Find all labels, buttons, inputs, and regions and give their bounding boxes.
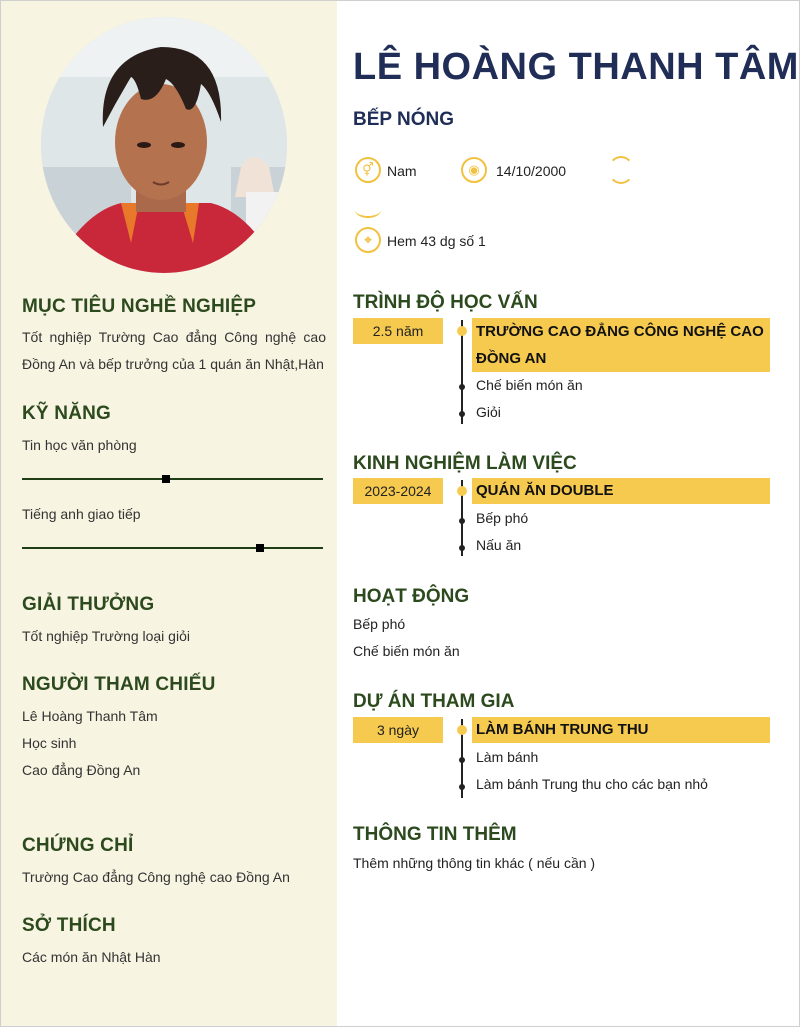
job-position: BẾP NÓNG	[353, 109, 455, 130]
sidebar	[1, 1, 337, 1026]
timeline-dot	[459, 384, 465, 390]
email-icon	[355, 202, 381, 218]
objective-text: Tốt nghiệp Trường Cao đẳng Công nghệ cao Đồng An và bếp trưởng của 1 quán ăn Nhật,Hàn	[22, 329, 326, 372]
objective-title: MỤC TIÊU NGHỀ NGHIỆP	[22, 296, 257, 317]
experience-item: Bếp phó	[476, 510, 529, 526]
education-item: Giỏi	[476, 404, 501, 420]
experience-item: Nấu ăn	[476, 537, 522, 553]
education-date-tag: 2.5 năm	[353, 318, 443, 344]
activity-item: Chế biến món ăn	[353, 643, 460, 659]
skill-name: Tin học văn phòng	[22, 437, 137, 453]
profile-photo	[41, 17, 287, 273]
main-content	[337, 0, 799, 1027]
skill-level-marker	[162, 475, 170, 483]
skill-name: Tiếng anh giao tiếp	[22, 506, 141, 522]
gender-text: Nam	[387, 163, 417, 179]
project-item: Làm bánh	[476, 749, 539, 765]
location-icon: ⌖	[355, 227, 381, 253]
address-text: Hem 43 dg số 1	[387, 233, 486, 249]
skills-title: KỸ NĂNG	[22, 403, 112, 424]
phone-icon	[608, 156, 634, 184]
reference-item: Cao đẳng Đồng An	[22, 762, 141, 778]
project-name: LÀM BÁNH TRUNG THU	[472, 717, 770, 743]
timeline-dot	[457, 486, 467, 496]
certificates-text: Trường Cao đẳng Công nghệ cao Đồng An	[22, 869, 290, 885]
extra-title: THÔNG TIN THÊM	[353, 824, 517, 845]
experience-company: QUÁN ĂN DOUBLE	[472, 478, 770, 504]
activity-item: Bếp phó	[353, 616, 406, 632]
reference-item: Học sinh	[22, 735, 77, 751]
hobbies-title: SỞ THÍCH	[22, 915, 116, 936]
reference-item: Lê Hoàng Thanh Tâm	[22, 708, 158, 724]
extra-text: Thêm những thông tin khác ( nếu cần )	[353, 855, 596, 871]
awards-text: Tốt nghiệp Trường loại giỏi	[22, 628, 190, 644]
awards-title: GIẢI THƯỞNG	[22, 594, 155, 615]
education-title: TRÌNH ĐỘ HỌC VẤN	[353, 292, 538, 313]
education-school	[472, 318, 770, 372]
skill-level-marker	[256, 544, 264, 552]
experience-date-tag: 2023-2024	[353, 478, 443, 504]
full-name: LÊ HOÀNG THANH TÂM	[353, 46, 799, 88]
certificates-title: CHỨNG CHỈ	[22, 835, 134, 856]
projects-title: DỰ ÁN THAM GIA	[353, 691, 515, 712]
skill-bar	[22, 547, 323, 549]
timeline-dot	[459, 757, 465, 763]
gender-icon: ⚥	[355, 157, 381, 183]
project-date-tag: 3 ngày	[353, 717, 443, 743]
school-line-1: TRƯỜNG CAO ĐẲNG CÔNG NGHỆ CAO	[476, 323, 764, 340]
activities-title: HOẠT ĐỘNG	[353, 586, 470, 607]
timeline-dot	[459, 518, 465, 524]
hobbies-text: Các món ăn Nhật Hàn	[22, 949, 161, 965]
timeline-dot	[457, 326, 467, 336]
experience-title: KINH NGHIỆM LÀM VIỆC	[353, 453, 577, 474]
education-item: Chế biến món ăn	[476, 377, 583, 393]
references-title: NGƯỜI THAM CHIẾU	[22, 674, 216, 695]
timeline-dot	[459, 411, 465, 417]
timeline-dot	[459, 545, 465, 551]
project-item: Làm bánh Trung thu cho các bạn nhỏ	[476, 776, 708, 792]
skill-bar	[22, 478, 323, 480]
timeline-dot	[457, 725, 467, 735]
birthday-text: 14/10/2000	[496, 163, 567, 179]
birthday-cake-icon: ◉	[461, 157, 487, 183]
timeline-dot	[459, 784, 465, 790]
school-line-2: ĐỒNG AN	[476, 350, 547, 367]
